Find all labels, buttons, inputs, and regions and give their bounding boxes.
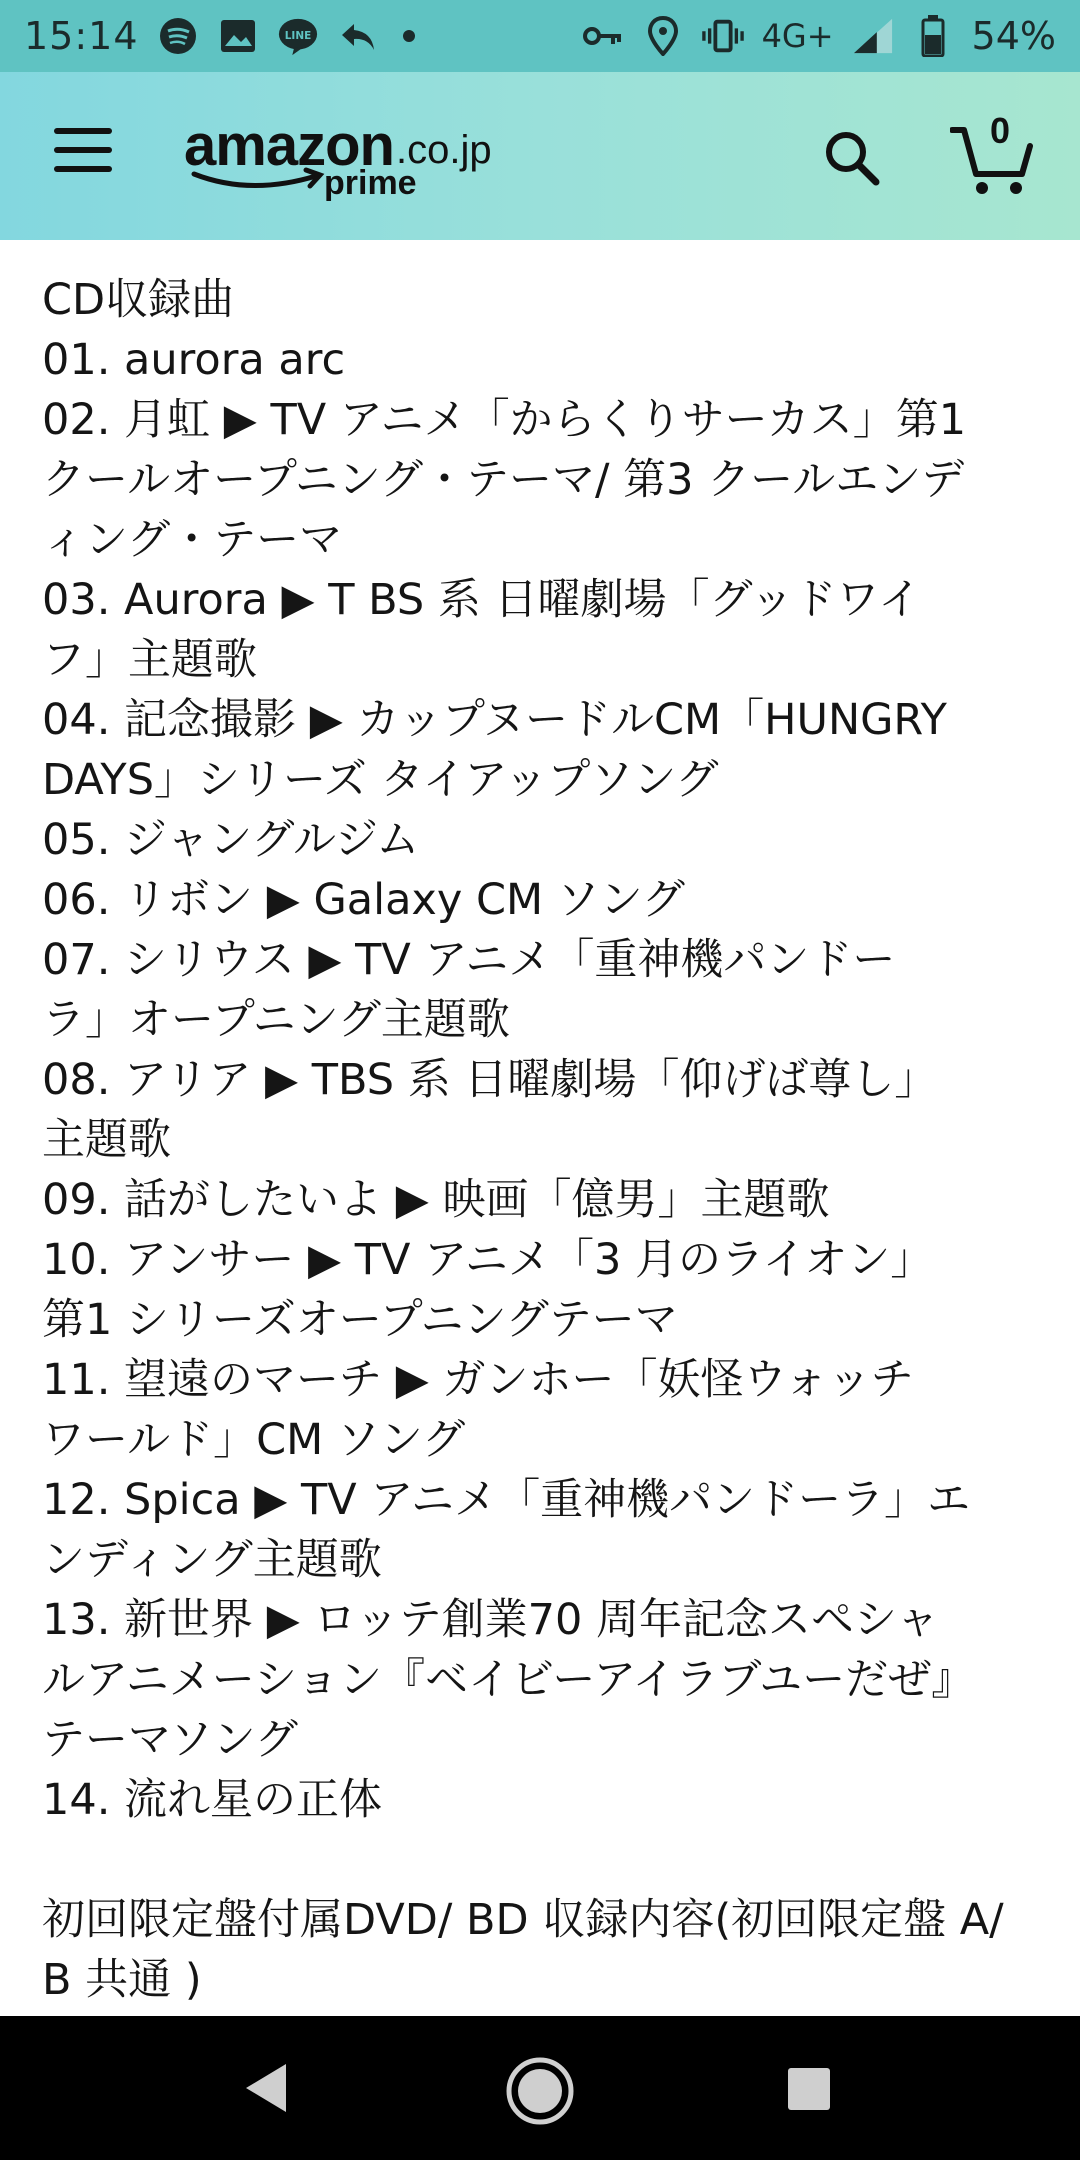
- content-line: 主題歌: [42, 1115, 171, 1165]
- content-line: 10. アンサー ▶ TV アニメ「3 月のライオン」: [42, 1235, 934, 1285]
- app-header: [0, 72, 1080, 240]
- back-button[interactable]: [242, 2060, 290, 2116]
- logo-main-text: amazon: [184, 113, 394, 178]
- content-line: クールオープニング・テーマ/ 第3 クールエンデ: [42, 455, 965, 505]
- content-line: DAYS」シリーズ タイアップソング: [42, 755, 719, 805]
- content-line: 07. シリウス ▶ TV アニメ「重神機パンドー: [42, 935, 896, 985]
- search-icon: [822, 128, 882, 188]
- cart-button[interactable]: [950, 110, 1040, 196]
- battery-percent: 54%: [971, 14, 1056, 58]
- content-line: 06. リボン ▶ Galaxy CM ソング: [42, 875, 685, 925]
- gallery-icon: [217, 15, 259, 57]
- network-type: 4G+: [761, 17, 834, 55]
- status-bar-left: [24, 14, 415, 58]
- content-line: 第1 シリーズオープニングテーマ: [42, 1295, 678, 1345]
- system-nav-bar: [0, 2016, 1080, 2160]
- content-line: フ」主題歌: [42, 635, 257, 685]
- battery-icon: [912, 15, 954, 57]
- back-icon: [242, 2060, 290, 2116]
- recents-icon: [786, 2066, 832, 2112]
- content-line: 03. Aurora ▶ T BS 系 日曜劇場「グッドワイ: [42, 575, 922, 625]
- content-line: 04. 記念撮影 ▶ カップヌードルCM「HUNGRY: [42, 695, 947, 745]
- svg-text:LINE: LINE: [284, 29, 311, 42]
- vibrate-icon: [702, 15, 744, 57]
- spotify-icon: [157, 15, 199, 57]
- content-line: ワールド」CM ソング: [42, 1415, 466, 1465]
- signal-icon: [852, 15, 894, 57]
- track-list-content: [42, 270, 1042, 2010]
- content-line: 09. 話がしたいよ ▶ 映画「億男」主題歌: [42, 1175, 830, 1225]
- smile-arrow-icon: [190, 166, 330, 196]
- recents-button[interactable]: [786, 2066, 832, 2112]
- cart-count: 0: [990, 110, 1011, 151]
- content-line: 13. 新世界 ▶ ロッテ創業70 周年記念スペシャ: [42, 1595, 940, 1645]
- amazon-logo[interactable]: [184, 112, 492, 202]
- content-line: ンディング主題歌: [42, 1535, 382, 1585]
- content-line: 05. ジャングルジム: [42, 815, 420, 865]
- logo-domain-text: .co.jp: [396, 128, 492, 172]
- status-bar: [0, 0, 1080, 72]
- content-line: B 共通 ): [42, 1955, 202, 2005]
- menu-button[interactable]: [54, 128, 112, 174]
- content-line: 11. 望遠のマーチ ▶ ガンホー「妖怪ウォッチ: [42, 1355, 914, 1405]
- content-line: ィング・テーマ: [42, 515, 343, 565]
- content-line: ルアニメーション『ベイビーアイラブユーだぜ』: [42, 1655, 975, 1705]
- search-button[interactable]: [822, 128, 882, 188]
- hamburger-icon: [54, 128, 112, 134]
- content-line: 14. 流れ星の正体: [42, 1775, 383, 1825]
- home-icon: [505, 2056, 575, 2126]
- content-line: 02. 月虹 ▶ TV アニメ「からくりサーカス」第1: [42, 395, 967, 445]
- content-line: 01. aurora arc: [42, 335, 346, 385]
- key-icon: [582, 15, 624, 57]
- dot-icon: [403, 30, 415, 42]
- content-line: ラ」オープニング主題歌: [42, 995, 510, 1045]
- content-line: テーマソング: [42, 1715, 298, 1765]
- logo-prime-text: prime: [324, 164, 417, 202]
- reply-icon: [337, 15, 379, 57]
- home-button[interactable]: [505, 2056, 575, 2126]
- status-time: 15:14: [24, 14, 139, 58]
- content-line: 初回限定盤付属DVD/ BD 収録内容(初回限定盤 A/: [42, 1895, 1004, 1945]
- content-line: 12. Spica ▶ TV アニメ「重神機パンドーラ」エ: [42, 1475, 971, 1525]
- blank-line: [42, 1830, 1042, 1890]
- content-line: CD収録曲: [42, 275, 235, 325]
- line-icon: [277, 15, 319, 57]
- status-bar-right: [582, 14, 1056, 58]
- content-line: 08. アリア ▶ TBS 系 日曜劇場「仰げば尊し」: [42, 1055, 938, 1105]
- location-icon: [642, 15, 684, 57]
